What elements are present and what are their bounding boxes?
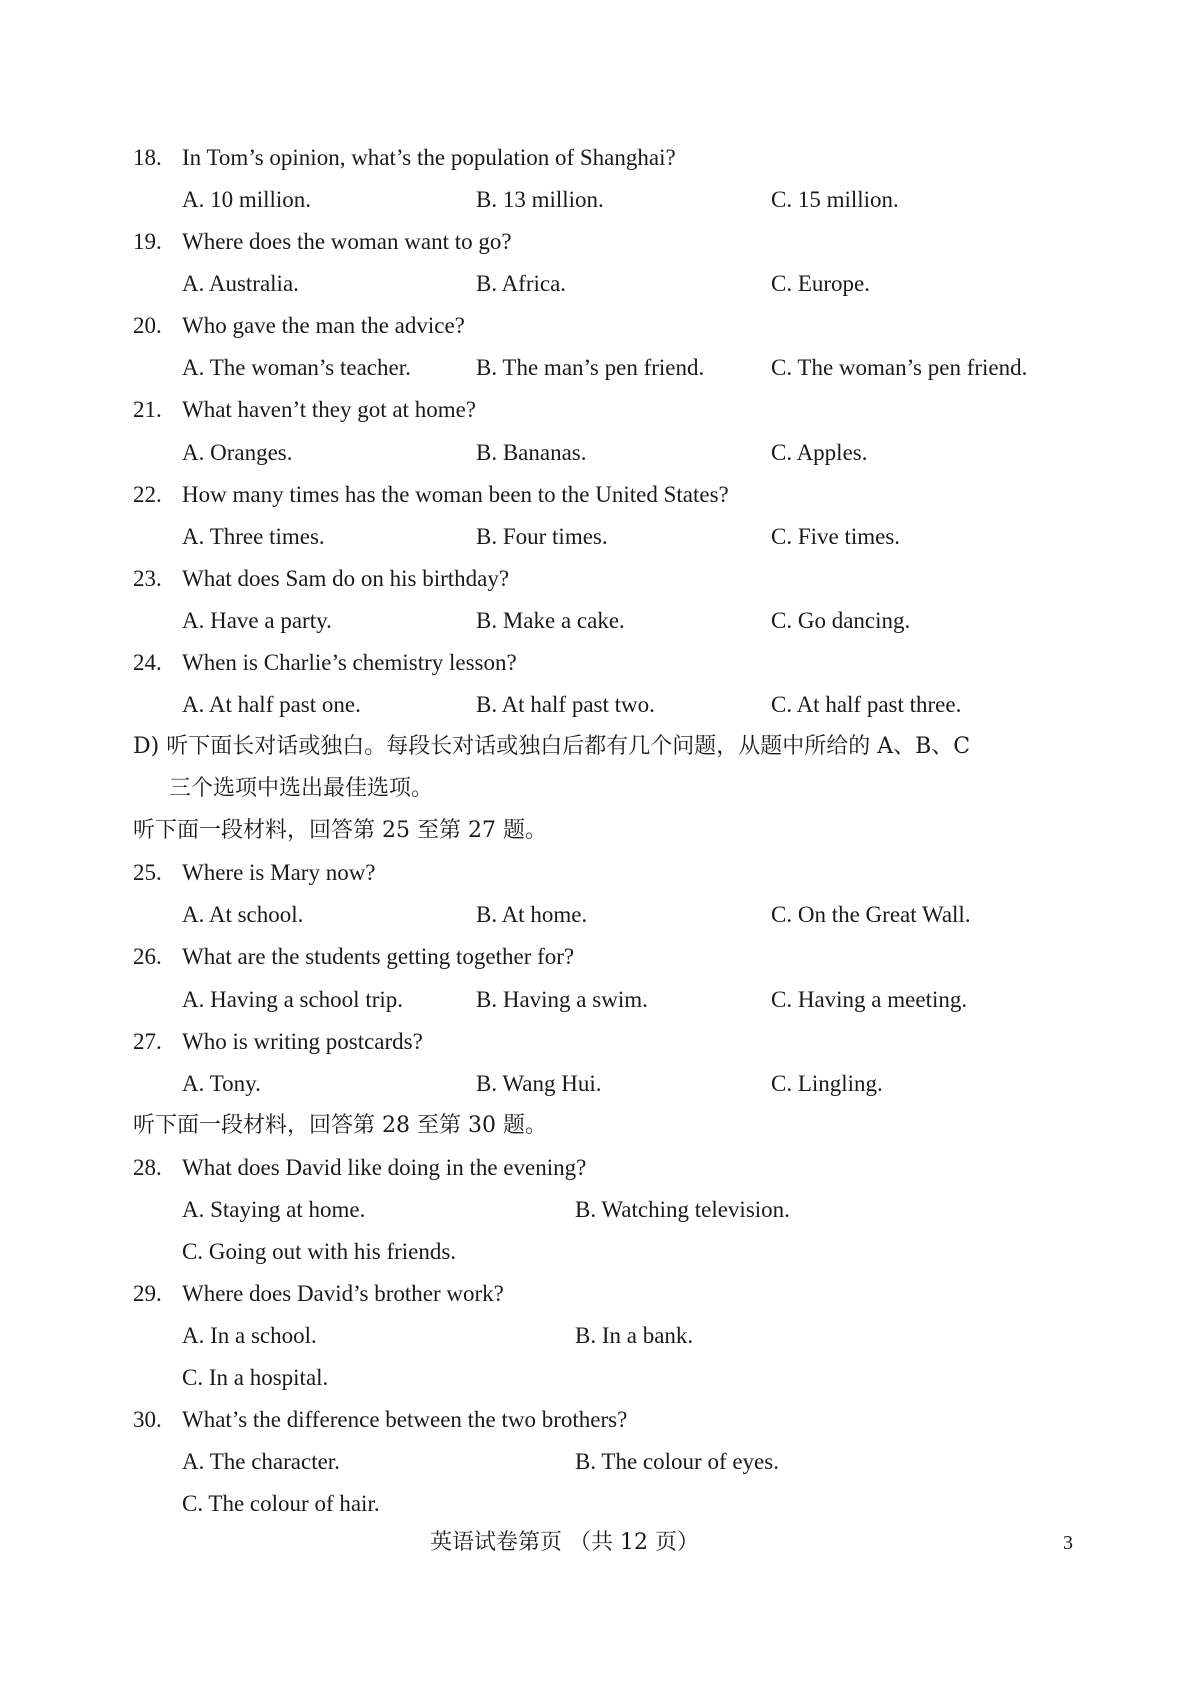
question-text: Who gave the man the advice?	[182, 313, 465, 338]
question-text: How many times has the woman been to the United States?	[182, 482, 729, 507]
option-a: A. Australia.	[182, 271, 299, 296]
option-c: C. Apples.	[771, 440, 868, 465]
question-text: What haven’t they got at home?	[182, 397, 477, 422]
option-a: A. At school.	[182, 902, 304, 927]
question-text: Where is Mary now?	[182, 860, 376, 885]
option-c: C. Going out with his friends.	[182, 1239, 457, 1264]
option-b: B. At half past two.	[476, 692, 655, 717]
option-b: B. The colour of eyes.	[575, 1449, 779, 1474]
question-text: What does David like doing in the evening?	[182, 1155, 587, 1180]
question-number: 25.	[133, 860, 162, 885]
instruction-25-27: 听下面一段材料，回答第 25 至第 27 题。	[133, 818, 547, 843]
section-d-instruction-line2: 三个选项中选出最佳选项。	[169, 776, 434, 801]
question-number: 19.	[133, 229, 162, 254]
question-text: What does Sam do on his birthday?	[182, 566, 510, 591]
option-c: C. Go dancing.	[771, 608, 911, 633]
option-c: C. Having a meeting.	[771, 987, 968, 1012]
section-d-instruction-line1: D) 听下面长对话或独白。每段长对话或独白后都有几个问题，从题中所给的 A、B、C	[133, 734, 971, 759]
question-number: 18.	[133, 145, 162, 170]
option-c: C. On the Great Wall.	[771, 902, 971, 927]
option-b: B. Watching television.	[575, 1197, 790, 1222]
option-c: C. Europe.	[771, 271, 871, 296]
option-a: A. Staying at home.	[182, 1197, 366, 1222]
option-a: A. The woman’s teacher.	[182, 355, 411, 380]
question-text: What are the students getting together for?	[182, 944, 575, 969]
page-number: 3	[1063, 1532, 1073, 1554]
option-a: A. Have a party.	[182, 608, 332, 633]
question-text: Where does the woman want to go?	[182, 229, 512, 254]
option-a: A. 10 million.	[182, 187, 312, 212]
option-a: A. In a school.	[182, 1323, 317, 1348]
option-c: C. The colour of hair.	[182, 1491, 380, 1516]
question-number: 21.	[133, 397, 162, 422]
question-number: 29.	[133, 1281, 162, 1306]
option-a: A. Oranges.	[182, 440, 293, 465]
option-b: B. Africa.	[476, 271, 567, 296]
option-a: A. Three times.	[182, 524, 325, 549]
footer-text: 英语试卷第页 （共 12 页）	[430, 1530, 699, 1555]
option-c: C. In a hospital.	[182, 1365, 329, 1390]
option-b: B. In a bank.	[575, 1323, 694, 1348]
question-number: 23.	[133, 566, 162, 591]
option-b: B. The man’s pen friend.	[476, 355, 705, 380]
question-text: In Tom’s opinion, what’s the population of Shanghai?	[182, 145, 676, 170]
option-b: B. At home.	[476, 902, 588, 927]
option-b: B. Four times.	[476, 524, 608, 549]
option-b: B. Having a swim.	[476, 987, 648, 1012]
option-a: A. Tony.	[182, 1071, 261, 1096]
option-b: B. Make a cake.	[476, 608, 625, 633]
option-c: C. Five times.	[771, 524, 901, 549]
option-a: A. Having a school trip.	[182, 987, 404, 1012]
option-c: C. Lingling.	[771, 1071, 883, 1096]
option-a: A. The character.	[182, 1449, 340, 1474]
option-b: B. Bananas.	[476, 440, 587, 465]
question-text: Where does David’s brother work?	[182, 1281, 504, 1306]
option-b: B. Wang Hui.	[476, 1071, 602, 1096]
instruction-28-30: 听下面一段材料，回答第 28 至第 30 题。	[133, 1113, 547, 1138]
option-a: A. At half past one.	[182, 692, 361, 717]
option-b: B. 13 million.	[476, 187, 604, 212]
option-c: C. At half past three.	[771, 692, 962, 717]
option-c: C. 15 million.	[771, 187, 899, 212]
question-text: Who is writing postcards?	[182, 1029, 423, 1054]
question-number: 28.	[133, 1155, 162, 1180]
question-number: 24.	[133, 650, 162, 675]
question-text: What’s the difference between the two brothers?	[182, 1407, 628, 1432]
question-number: 27.	[133, 1029, 162, 1054]
question-number: 26.	[133, 944, 162, 969]
option-c: C. The woman’s pen friend.	[771, 355, 1028, 380]
question-number: 30.	[133, 1407, 162, 1432]
question-text: When is Charlie’s chemistry lesson?	[182, 650, 517, 675]
question-number: 20.	[133, 313, 162, 338]
question-number: 22.	[133, 482, 162, 507]
